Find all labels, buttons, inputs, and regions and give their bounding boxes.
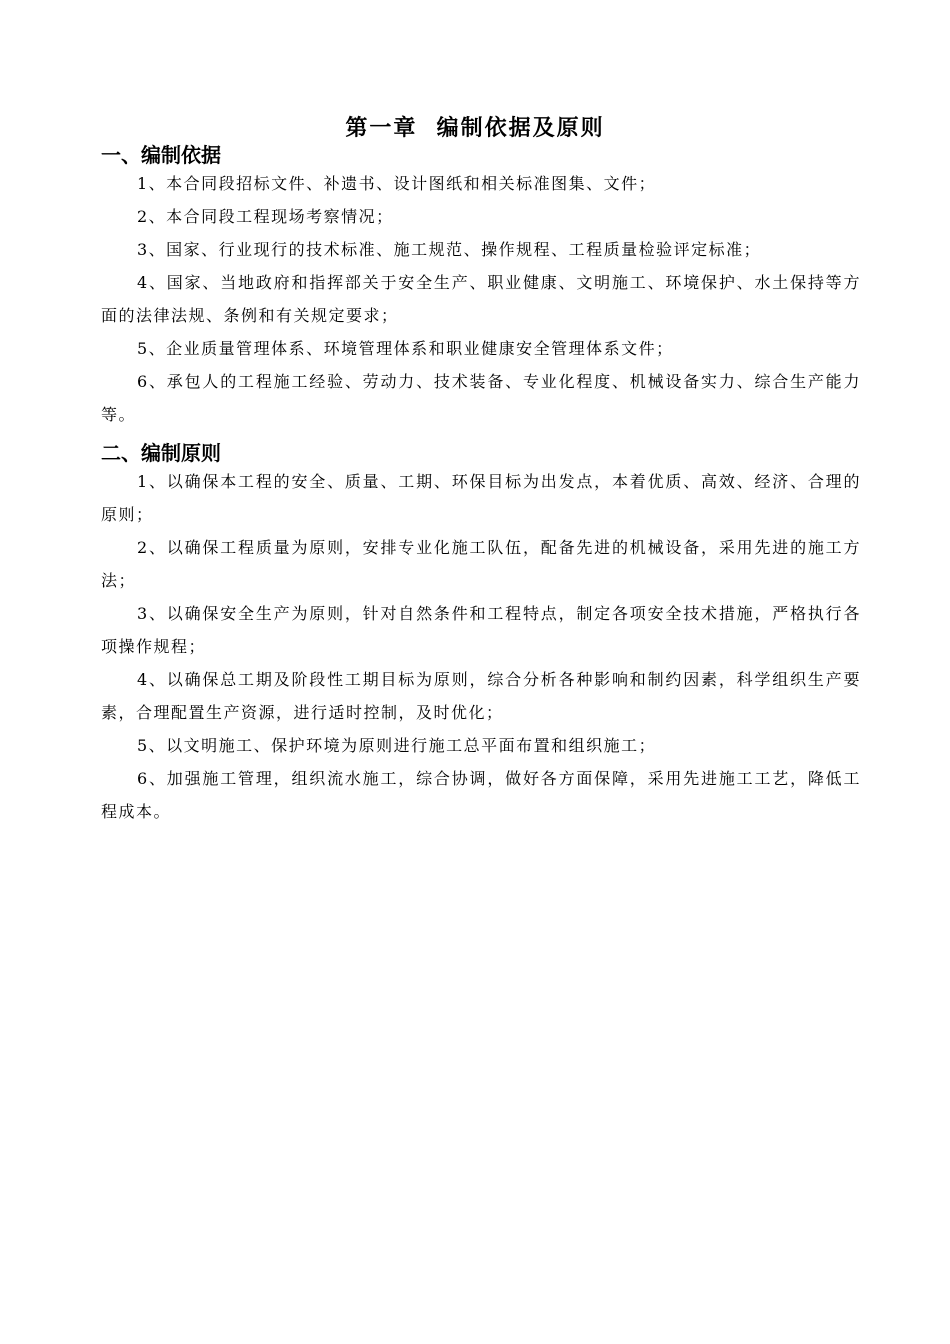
paragraph-principle-3: 3、以确保安全生产为原则，针对自然条件和工程特点，制定各项安全技术措施，严格执行各项操作规程；	[101, 604, 861, 656]
paragraph-basis-4: 4、国家、当地政府和指挥部关于安全生产、职业健康、文明施工、环境保护、水土保持等方面的法律法规、条例和有关规定要求；	[101, 273, 861, 325]
paragraph-principle-6: 6、加强施工管理，组织流水施工，综合协调，做好各方面保障，采用先进施工工艺，降低工程成本。	[101, 769, 861, 821]
section-heading-principles: 二、编制原则	[101, 441, 221, 465]
paragraph-basis-3: 3、国家、行业现行的技术标准、施工规范、操作规程、工程质量检验评定标准；	[137, 240, 762, 259]
paragraph-principle-2: 2、以确保工程质量为原则，安排专业化施工队伍，配备先进的机械设备，采用先进的施工方法；	[101, 538, 861, 590]
section-principles	[101, 441, 861, 828]
paragraph-basis-1: 1、本合同段招标文件、补遗书、设计图纸和相关标准图集、文件；	[137, 174, 657, 193]
section-basis	[101, 143, 861, 431]
section-heading-basis: 一、编制依据	[101, 143, 221, 167]
paragraph-principle-5: 5、以文明施工、保护环境为原则进行施工总平面布置和组织施工；	[137, 736, 657, 755]
paragraph-basis-5: 5、企业质量管理体系、环境管理体系和职业健康安全管理体系文件；	[137, 339, 674, 358]
paragraph-principle-4: 4、以确保总工期及阶段性工期目标为原则，综合分析各种影响和制约因素，科学组织生产要素，合理配置生产资源，进行适时控制，及时优化；	[101, 670, 861, 722]
chapter-title: 第一章 编制依据及原则	[345, 116, 605, 141]
paragraph-basis-6: 6、承包人的工程施工经验、劳动力、技术装备、专业化程度、机械设备实力、综合生产能力等。	[101, 372, 861, 424]
paragraph-basis-2: 2、本合同段工程现场考察情况；	[137, 207, 394, 226]
paragraph-principle-1: 1、以确保本工程的安全、质量、工期、环保目标为出发点，本着优质、高效、经济、合理的原则；	[101, 472, 861, 524]
